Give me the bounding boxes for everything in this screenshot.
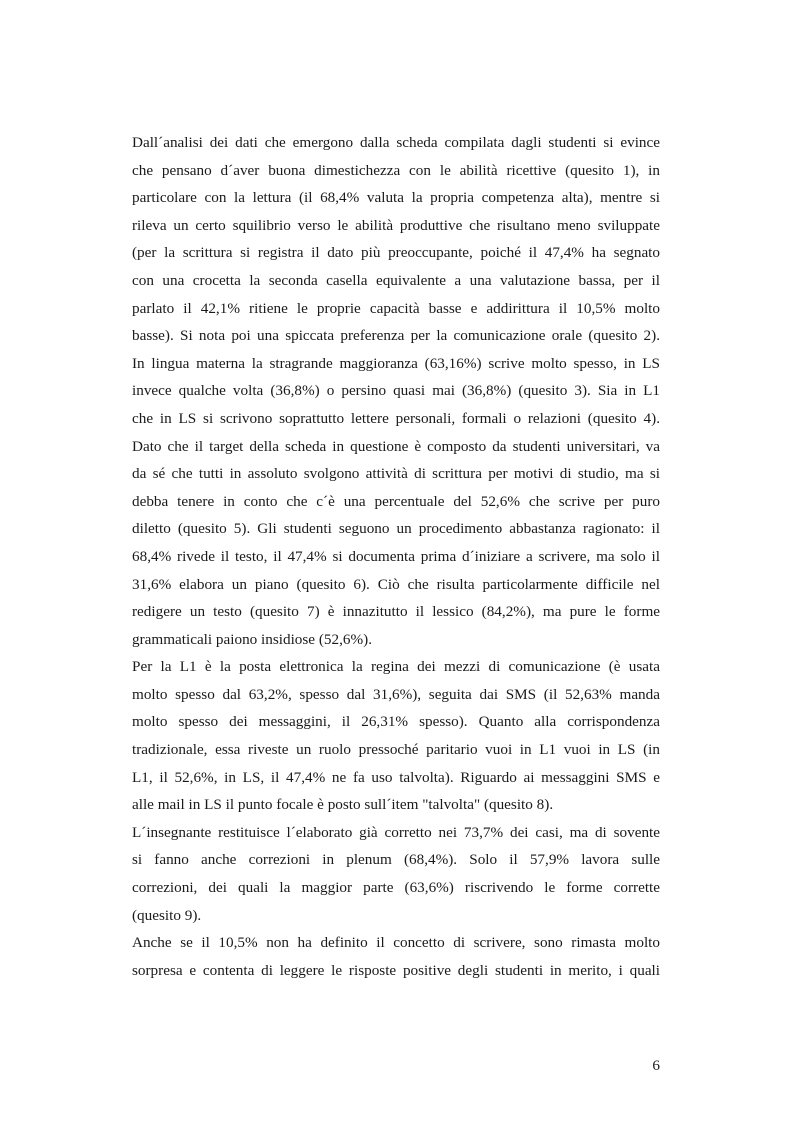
body-text — [132, 129, 660, 984]
page-number: 6 — [652, 1057, 660, 1074]
text-line: correzioni, dei quali la maggior parte (63,6%) riscrivendo le forme corrette — [132, 879, 660, 897]
text-line: grammaticali paiono insidiose (52,6%). — [132, 630, 372, 648]
text-line: Dall´analisi dei dati che emergono dalla scheda compilata dagli studenti si evince — [132, 134, 660, 151]
text-line: si fanno anche correzioni in plenum (68,4%). Solo il 57,9% lavora sulle — [132, 851, 660, 869]
text-line: molto spesso dei messaggini, il 26,31% spesso). Quanto alla corrispondenza — [132, 713, 660, 731]
text-line: da sé che tutti in assoluto svolgono attività di scrittura per motivi di studio, ma si — [132, 465, 660, 483]
text-line: In lingua materna la stragrande maggioranza (63,16%) scrive molto spesso, in LS — [132, 354, 660, 372]
text-line: 31,6% elabora un piano (quesito 6). Ciò che risulta particolarmente difficile nel — [132, 575, 660, 593]
text-line: alle mail in LS il punto focale è posto sull´item "talvolta" (quesito 8). — [132, 796, 554, 814]
text-line: invece qualche volta (36,8%) o persino quasi mai (36,8%) (quesito 3). Sia in L1 — [132, 382, 660, 400]
text-line: Anche se il 10,5% non ha definito il concetto di scrivere, sono rimasta molto — [132, 934, 660, 952]
text-line: Dato che il target della scheda in questione è composto da studenti universitari, va — [132, 437, 660, 455]
text-line: particolare con la lettura (il 68,4% valuta la propria competenza alta), mentre si — [132, 189, 660, 207]
text-line: che pensano d´aver buona dimestichezza con le abilità ricettive (quesito 1), in — [132, 161, 660, 179]
text-line: basse). Si nota poi una spiccata preferenza per la comunicazione orale (quesito 2). — [132, 327, 660, 345]
text-line: Per la L1 è la posta elettronica la regina dei mezzi di comunicazione (è usata — [132, 658, 660, 676]
text-line: con una crocetta la seconda casella equivalente a una valutazione bassa, per il — [132, 271, 660, 289]
text-line: diletto (quesito 5). Gli studenti seguono un procedimento abbastanza ragionato: il — [132, 520, 660, 538]
text-line: molto spesso dal 63,2%, spesso dal 31,6%), seguita dai SMS (il 52,63% manda — [132, 685, 660, 703]
text-line: redigere un testo (quesito 7) è innazitutto il lessico (84,2%), ma pure le forme — [132, 603, 660, 621]
text-line: rileva un certo squilibrio verso le abilità produttive che risultano meno sviluppate — [132, 216, 660, 234]
text-line: tradizionale, essa riveste un ruolo pressoché paritario vuoi in L1 vuoi in LS (in — [132, 741, 660, 759]
text-line: parlato il 42,1% ritiene le proprie capacità basse e addirittura il 10,5% molto — [132, 299, 660, 317]
text-line: (per la scrittura si registra il dato più preoccupante, poiché il 47,4% ha segnato — [132, 244, 660, 262]
text-line: debba tenere in conto che c´è una percentuale del 52,6% che scrive per puro — [132, 492, 660, 510]
text-line: 68,4% rivede il testo, il 47,4% si documenta prima d´iniziare a scrivere, ma solo il — [132, 547, 660, 565]
text-line: L´insegnante restituisce l´elaborato già corretto nei 73,7% dei casi, ma di sovente — [132, 823, 660, 841]
text-line: sorpresa e contenta di leggere le risposte positive degli studenti in merito, i quali — [132, 961, 660, 979]
text-line: (quesito 9). — [132, 906, 202, 924]
text-line: L1, il 52,6%, in LS, il 47,4% ne fa uso talvolta). Riguardo ai messaggini SMS e — [132, 768, 660, 786]
text-line: che in LS si scrivono soprattutto lettere personali, formali o relazioni (quesito 4). — [132, 409, 660, 427]
